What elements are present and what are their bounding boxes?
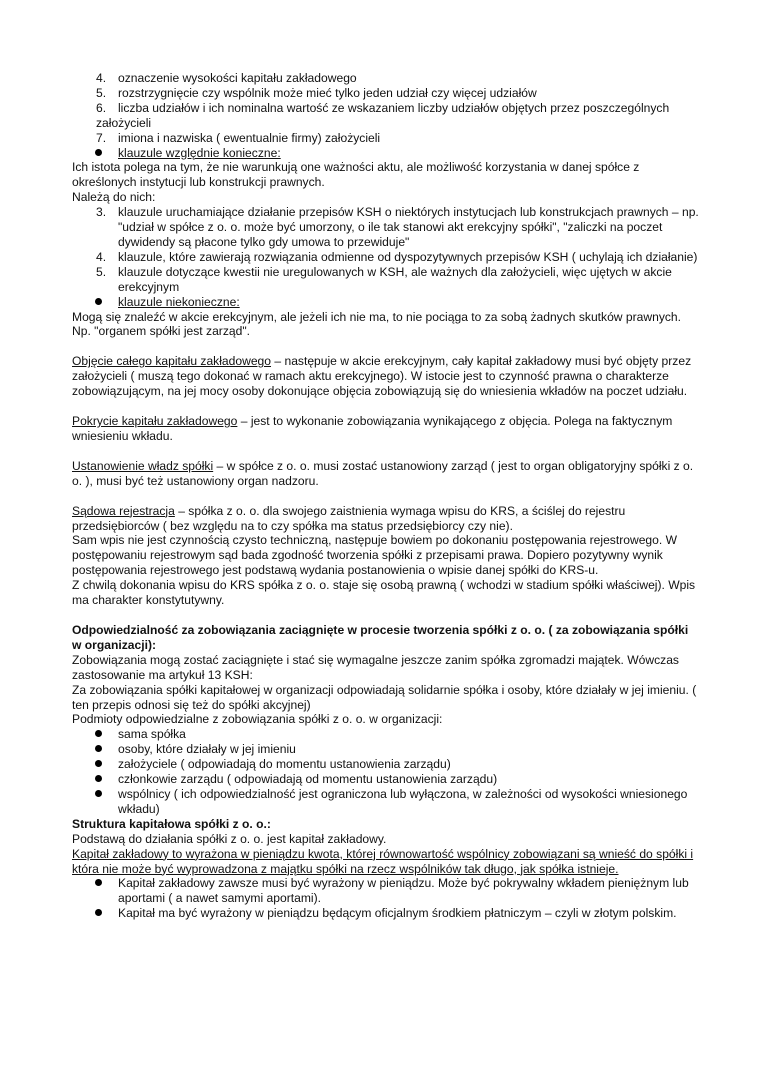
section-heading-kn — [72, 295, 700, 310]
bullet-item — [72, 906, 700, 921]
paragraph: Za zobowiązania spółki kapitałowej w organizacji odpowiadają solidarnie spółka i osoby, które działały w jej imieniu. ( ten przepis odnosi się też do spółki akcyjnej) — [72, 682, 697, 712]
list-item-text: oznaczenie wysokości kapitału zakładowego — [118, 71, 357, 85]
list-item-text: klauzule, które zawierają rozwiązania odmienne od dyspozytywnych przepisów KSH ( uchylają ich działanie) — [118, 249, 698, 264]
section-heading-odpowiedzialnosc: Odpowiedzialność za zobowiązania zaciągnięte w procesie tworzenia spółki z o. o. ( za zobowiązania spółki w organizacji): — [72, 623, 689, 652]
bullet-icon — [95, 772, 102, 787]
list-item — [72, 250, 700, 265]
list-number: 4. — [96, 249, 107, 264]
heading-text: klauzule niekonieczne: — [118, 294, 240, 309]
paragraph: Należą do nich: — [72, 190, 156, 205]
list-item-text: rozstrzygnięcie czy wspólnik może mieć tylko jeden udział czy więcej udziałów — [118, 85, 537, 100]
list-item — [72, 131, 700, 146]
list-item — [72, 101, 700, 131]
paragraph: Zobowiązania mogą zostać zaciągnięte i stać się wymagalne jeszcze zanim spółka zgromadzi majątek. Wówczas zastosowanie ma artykuł 13 KSH: — [72, 652, 679, 682]
term: Ustanowienie władz spółki — [72, 458, 214, 473]
term: Sądowa rejestracja — [72, 503, 175, 518]
list-number: 5. — [96, 85, 107, 100]
term-text: – w spółce z o. o. musi zostać ustanowiony zarząd ( jest to organ obligatoryjny spółki z o. o. ), musi być też ustanowiony organ nadzoru. — [72, 458, 694, 488]
bullet-text: sama spółka — [118, 727, 186, 742]
bullet-item — [72, 727, 700, 742]
bullet-icon — [95, 876, 102, 891]
list-number: 4. — [96, 71, 107, 85]
list-item-text: liczba udziałów i ich nominalna wartość ze wskazaniem liczby udziałów objętych przez poszczególnych założycieli — [96, 100, 670, 130]
bullet-icon — [95, 146, 102, 161]
paragraph: Podmioty odpowiedzialne z zobowiązania spółki z o. o. w organizacji: — [72, 712, 443, 727]
bullet-item — [72, 772, 700, 787]
bullet-icon — [95, 757, 102, 772]
list-item — [72, 71, 700, 86]
definition-paragraph: Kapitał zakładowy to wyrażona w pieniądzu kwota, której równowartość wspólnicy zobowiązani są wnieść do spółki i która nie może być wyprowadzona z majątku spółki na rzecz wspólników tak długo, jak spółka istnieje. — [72, 846, 694, 876]
bullet-text: wspólnicy ( ich odpowiedzialność jest ograniczona lub wyłączona, w zależności od wysokości wniesionego wkładu) — [118, 786, 688, 816]
list-number: 5. — [96, 264, 107, 279]
section-heading-struktura: Struktura kapitałowa spółki z o. o.: — [72, 816, 271, 831]
bullet-icon — [95, 727, 102, 742]
paragraph-objecie — [72, 354, 700, 399]
bullet-text: Kapitał zakładowy zawsze musi być wyrażony w pieniądzu. Może być pokrywalny wkładem pieniężnym lub aportami ( a nawet samymi aportami). — [118, 876, 689, 906]
section-heading-kw — [72, 146, 700, 161]
term-text: – spółka z o. o. dla swojego zaistnienia wymaga wpisu do KRS, a ściślej do rejestru przedsiębiorców ( bez względu na to czy spółka ma status przedsiębiorcy czy nie). — [72, 503, 626, 533]
list-item — [72, 265, 700, 295]
list-item-text: klauzule uruchamiające działanie przepisów KSH o niektórych instytucjach lub konstrukcjach prawnych – np. "udział w spółce z o. o. może być umorzony, o ile tak stanowi akt erekcyjny spółki", "zaliczki na poczet dywidendy są płacone tylko gdy umowa to przewiduje" — [118, 205, 699, 249]
term: Objęcie całego kapitału zakładowego — [72, 354, 272, 369]
bullet-item — [72, 742, 700, 757]
list-item-text: imiona i nazwiska ( ewentualnie firmy) założycieli — [118, 130, 381, 145]
bullet-text: założyciele ( odpowiadają do momentu ustanowienia zarządu) — [118, 757, 451, 772]
term-text: – następuje w akcie erekcyjnym, cały kapitał zakładowy musi być objęty przez założycieli ( muszą tego dokonać w ramach aktu erekcyjnego). W istocie jest to czynność prawna o charakterze zobowiązującym, na jej mocy osoby dokonujące objęcia zobowiązują się do wniesienia wkładów na poczet udziału. — [72, 354, 692, 399]
bullet-item — [72, 787, 700, 817]
bullet-icon — [95, 742, 102, 757]
paragraph: Ich istota polega na tym, że nie warunkują one ważności aktu, ale możliwość korzystania w danej spółce z określonych instytucji lub konstrukcji prawnych. — [72, 160, 640, 190]
paragraph-ustanowienie — [72, 459, 700, 489]
bullet-text: osoby, które działały w jej imieniu — [118, 742, 296, 757]
paragraph: Mogą się znaleźć w akcie erekcyjnym, ale jeżeli ich nie ma, to nie pociąga to za sobą żadnych skutków prawnych. Np. "organem spółki jest zarząd". — [72, 309, 682, 339]
list-number: 3. — [96, 205, 107, 220]
bullet-text: Kapitał ma być wyrażony w pieniądzu będącym oficjalnym środkiem płatniczym – czyli w złotym polskim. — [118, 906, 677, 921]
bullet-text: członkowie zarządu ( odpowiadają od momentu ustanowienia zarządu) — [118, 772, 498, 787]
bullet-icon — [95, 787, 102, 802]
term-text: – jest to wykonanie zobowiązania wynikającego z objęcia. Polega na faktycznym wniesieniu wkładu. — [72, 414, 673, 443]
list-number: 6. — [96, 100, 107, 115]
heading-text: klauzule względnie konieczne: — [118, 145, 281, 160]
paragraph: Z chwilą dokonania wpisu do KRS spółka z o. o. staje się osobą prawną ( wchodzi w stadium spółki właściwej). Wpis ma charakter konstytutywny. — [72, 578, 696, 608]
bullet-item — [72, 876, 700, 906]
paragraph: Sam wpis nie jest czynnością czysto techniczną, następuje bowiem po dokonaniu postępowania rejestrowego. W postępowaniu rejestrowym sąd bada zgodność tworzenia spółki z przepisami prawa. Dopiero pozytywny wynik postępowania rejestrowego jest podstawą wydania postanowienia o wpisie danej spółki do KRS-u. — [72, 533, 678, 578]
paragraph-sadowa — [72, 504, 700, 534]
list-item — [72, 205, 700, 250]
bullet-icon — [95, 906, 102, 921]
list-number: 7. — [96, 130, 107, 145]
term: Pokrycie kapitału zakładowego — [72, 414, 238, 429]
paragraph: Podstawą do działania spółki z o. o. jest kapitał zakładowy. — [72, 831, 387, 846]
paragraph-pokrycie — [72, 414, 700, 444]
bullet-item — [72, 757, 700, 772]
list-item-text: klauzule dotyczące kwestii nie uregulowanych w KSH, ale ważnych dla założycieli, więc ujętych w akcie erekcyjnym — [118, 264, 672, 294]
list-item — [72, 86, 700, 101]
bullet-icon — [95, 295, 102, 310]
